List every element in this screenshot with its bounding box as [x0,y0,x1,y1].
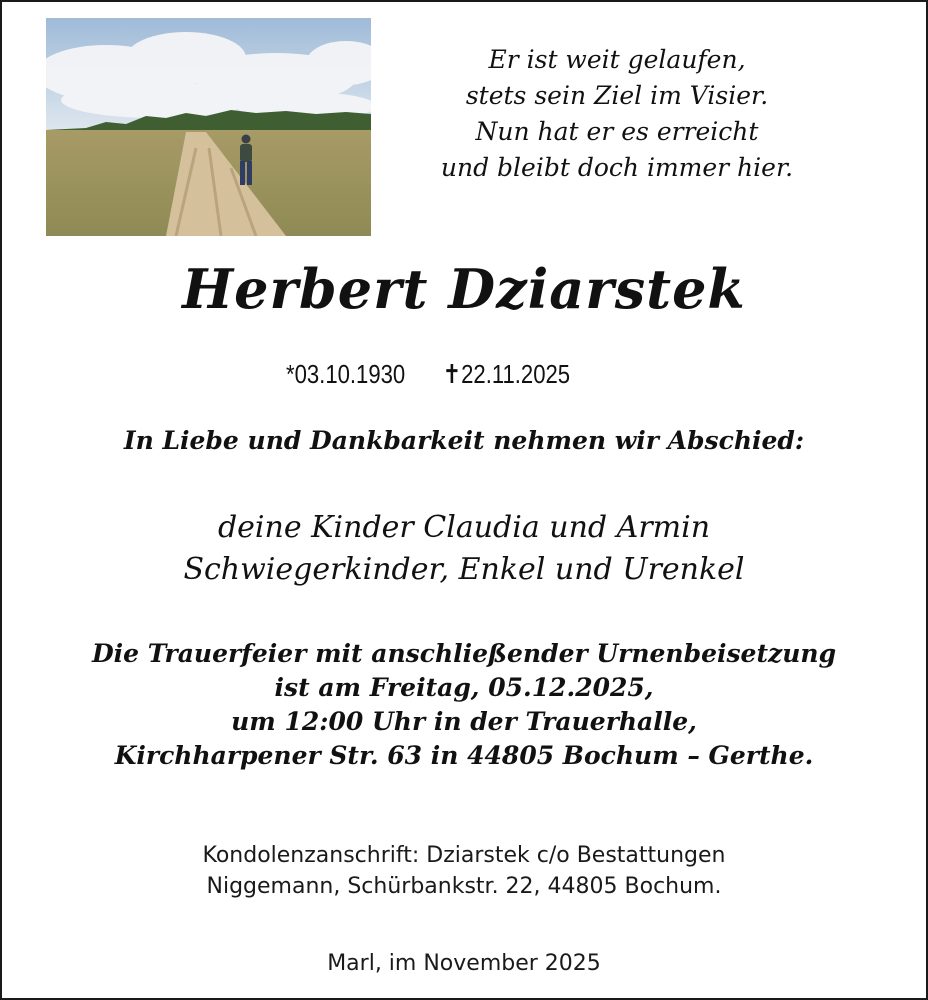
ceremony-details [2,637,926,773]
condolence-address [2,840,926,902]
mourners-line: deine Kinder Claudia und Armin [217,510,711,545]
ceremony-line: Die Trauerfeier mit anschließender Urnenbeisetzung [91,639,837,668]
death-date: ✝22.11.2025 [442,359,571,389]
birth-date: *03.10.1930 [286,359,406,389]
condolence-line: Kondolenzanschrift: Dziarstek c/o Bestattungen [202,843,726,868]
poem-line: und bleibt doch immer hier. [440,153,794,182]
ceremony-line: Kirchharpener Str. 63 in 44805 Bochum – Gerthe. [114,741,814,770]
memorial-poem [422,42,812,186]
life-dates [286,356,570,392]
condolence-line: Niggemann, Schürbankstr. 22, 44805 Bochum. [206,874,722,899]
farewell-text: In Liebe und Dankbarkeit nehmen wir Abschied: [123,426,805,455]
deceased-name: Herbert Dziarstek [182,257,746,321]
place-and-date: Marl, im November 2025 [327,951,601,976]
poem-line: stets sein Ziel im Visier. [465,81,769,110]
ceremony-line: ist am Freitag, 05.12.2025, [274,673,654,702]
mourners-line: Schwiegerkinder, Enkel und Urenkel [183,552,745,587]
memorial-photo-icon [46,18,371,236]
poem-line: Er ist weit gelaufen, [488,45,746,74]
mourners [2,507,926,591]
memorial-photo [46,18,371,236]
ceremony-line: um 12:00 Uhr in der Trauerhalle, [231,707,697,736]
poem-line: Nun hat er es erreicht [475,117,759,146]
